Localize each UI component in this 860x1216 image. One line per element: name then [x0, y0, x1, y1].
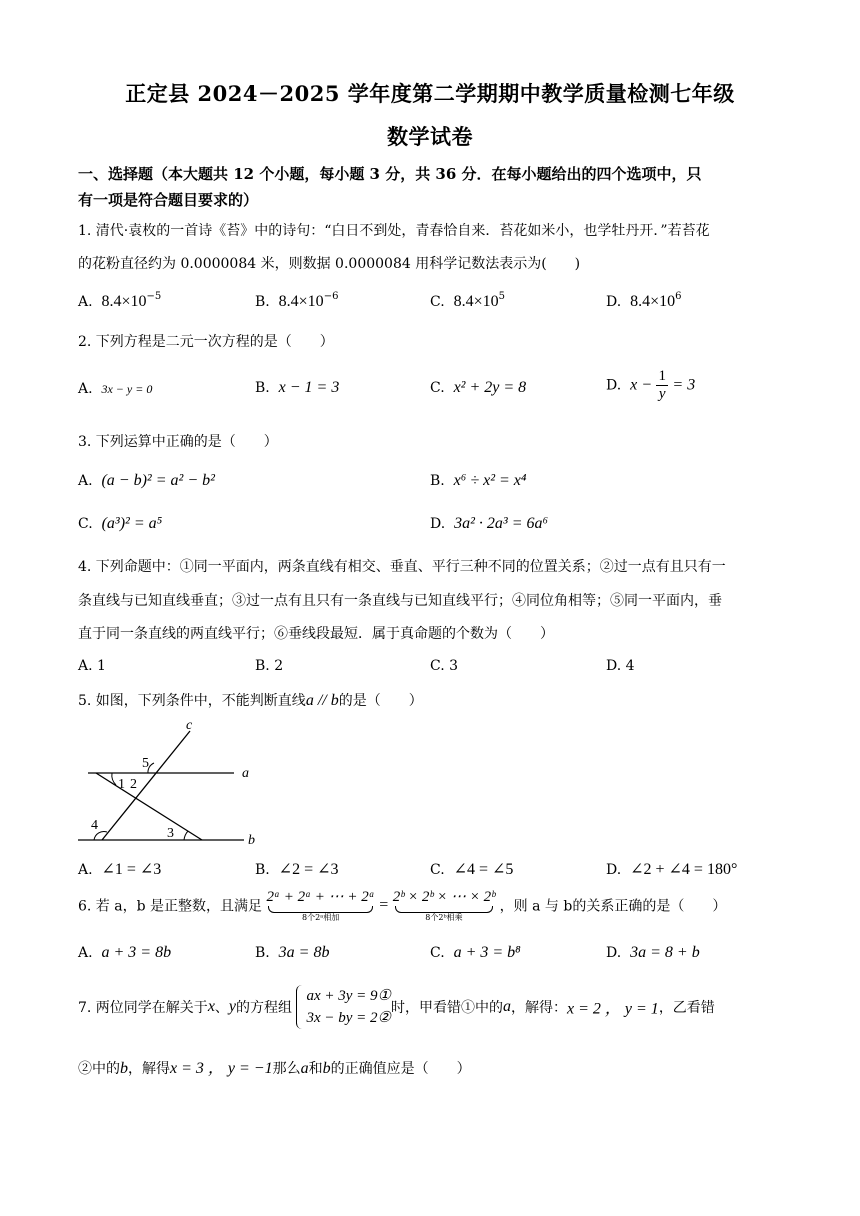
fraction: $\frac{1}{y}$	[658, 368, 666, 402]
q2-option-d: D. x − $\frac{1}{y}$ = 3	[606, 368, 696, 402]
q6-stem: 6. 若 a，b 是正整数，且满足 2ᵃ + 2ᵃ + ⋯ + 2ᵃ 8个2ᵃ相加 = 2ᵇ × 2ᵇ × ⋯ × 2ᵇ 8个2ᵇ相乘 ，则 a 与 b的关系正确的是（ ）	[78, 889, 727, 922]
label-4: 4	[91, 818, 98, 833]
label-a: a	[242, 766, 249, 781]
q1-option-d: D. $8.4\times 10^6$	[606, 291, 682, 310]
q2-stem: 2. 下列方程是二元一次方程的是（ ）	[78, 334, 334, 350]
parallel-lines-figure	[74, 715, 274, 850]
q3-stem: 3. 下列运算中正确的是（ ）	[78, 434, 278, 450]
section-heading-cont: 有一项是符合题目要求的）	[78, 191, 259, 209]
q1-option-c: C. $8.4\times 10^5$	[430, 291, 505, 310]
label-1: 1	[118, 777, 125, 792]
q5-option-a: A. ∠1 = ∠3	[78, 861, 162, 878]
q1-stem-line1: 1. 清代·袁枚的一首诗《苔》中的诗句：“白日不到处，青春恰自来．苔花如米小，也学牡丹开．”若苔花	[78, 223, 710, 239]
q1-option-b: B. $8.4\times 10^{-6}$	[255, 291, 339, 310]
q1-stem-line2: 的花粉直径约为 0.0000084 米，则数据 0.0000084 用科学记数法表示为( )	[78, 256, 581, 272]
q2-option-b: B. x − 1 = 3	[255, 379, 340, 396]
q7-stem-line1: 7. 两位同学在解关于x、y的方程组 ax + 3y = 9① 3x − by = 2② 时，甲看错①中的a，解得：x = 2 ， y = 1，乙看错	[78, 985, 783, 1035]
sum-expression: 2ᵃ + 2ᵃ + ⋯ + 2ᵃ 8个2ᵃ相加	[266, 889, 375, 922]
transversal-line	[96, 773, 202, 840]
label-c: c	[186, 718, 193, 733]
q5-stem: 5. 如图，下列条件中，不能判断直线a // b的是（ ）	[78, 692, 423, 709]
section-heading: 一、选择题（本大题共 12 个小题，每小题 3 分，共 36 分．在每小题给出的四个选项中，只	[78, 165, 702, 183]
q4-stem-line1: 4. 下列命题中：①同一平面内，两条直线有相交、垂直、平行三种不同的位置关系；②过一点有且只有一	[78, 559, 726, 575]
q5-option-b: B. ∠2 = ∠3	[255, 861, 339, 878]
q4-option-b: B. 2	[255, 658, 284, 674]
q3-option-b: B. x⁶ ÷ x² = x⁴	[430, 472, 527, 489]
q2-option-c: C. x² + 2y = 8	[430, 379, 527, 396]
q3-option-c: C. (a³)² = a⁵	[78, 515, 163, 532]
q5-option-c: C. ∠4 = ∠5	[430, 861, 514, 878]
angle-3-arc	[184, 831, 188, 840]
q4-option-c: C. 3	[430, 658, 459, 674]
q1-option-a: A. $8.4\times 10^{-5}$	[78, 291, 162, 310]
q4-option-a: A. 1	[78, 658, 106, 674]
q4-stem-line2: 条直线与已知直线垂直；③过一点有且只有一条直线与已知直线平行；④同位角相等；⑤同一平面内，垂	[78, 593, 722, 609]
q6-option-c: C. a + 3 = b⁸	[430, 944, 521, 961]
label-3: 3	[167, 826, 174, 841]
equation-system: ax + 3y = 9① 3x − by = 2②	[296, 985, 391, 1029]
q4-option-d: D. 4	[606, 658, 635, 674]
label-5: 5	[142, 756, 149, 771]
label-b: b	[248, 833, 255, 848]
q6-option-b: B. 3a = 8b	[255, 944, 330, 961]
q4-stem-line3: 直于同一条直线的两直线平行；⑥垂线段最短．属于真命题的个数为（ ）	[78, 626, 554, 642]
q2-option-a: A. 3x − y = 0	[78, 381, 153, 397]
exam-title: 正定县 2024－2025 学年度第二学期期中教学质量检测七年级	[125, 81, 735, 106]
q3-option-d: D. 3a² · 2a³ = 6a⁶	[430, 515, 549, 532]
q6-option-a: A. a + 3 = 8b	[78, 944, 172, 961]
q3-option-a: A. (a − b)² = a² − b²	[78, 472, 215, 489]
product-expression: 2ᵇ × 2ᵇ × ⋯ × 2ᵇ 8个2ᵇ相乘	[392, 889, 496, 922]
q6-option-d: D. 3a = 8 + b	[606, 944, 700, 961]
exam-subtitle: 数学试卷	[387, 124, 473, 149]
q5-option-d: D. ∠2 + ∠4 = 180°	[606, 861, 738, 878]
q7-stem-line2: ②中的b，解得x = 3 ， y = −1那么a和b的正确值应是（ ）	[78, 1060, 471, 1077]
label-2: 2	[130, 777, 137, 792]
